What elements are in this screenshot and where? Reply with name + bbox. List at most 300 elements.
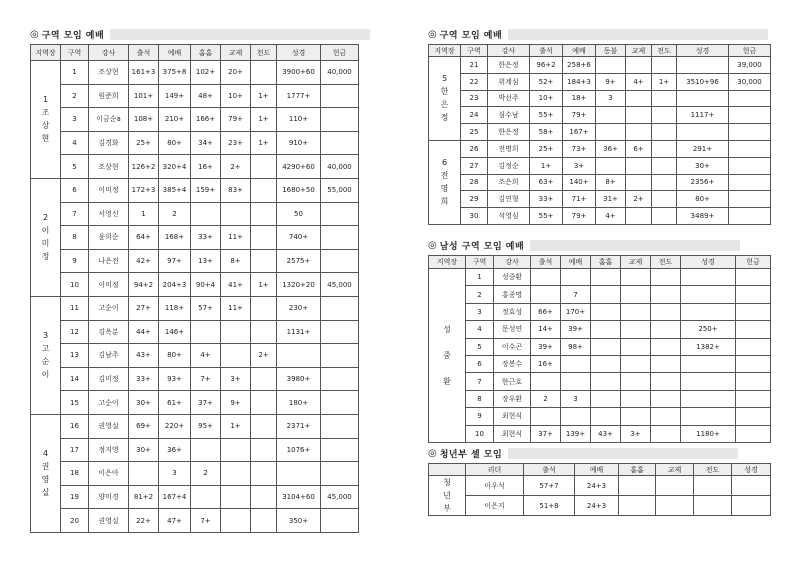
table-cell	[251, 485, 277, 509]
table-cell	[729, 90, 771, 107]
table-cell: 3	[159, 462, 191, 486]
column-header: 강사	[494, 256, 531, 269]
table-cell: 1	[466, 269, 494, 286]
table-cell	[221, 202, 251, 226]
table-cell	[251, 367, 277, 391]
table-cell	[251, 249, 277, 273]
table-cell	[531, 373, 561, 390]
table-cell	[621, 355, 651, 372]
table-cell: 20+	[221, 61, 251, 85]
column-header: 홈홈	[591, 256, 621, 269]
table-row	[429, 496, 771, 516]
table-cell: 23+	[221, 131, 251, 155]
table-cell	[651, 390, 681, 407]
table-cell: 25+	[129, 131, 159, 155]
table-row	[31, 296, 359, 320]
table-cell	[591, 408, 621, 425]
table-cell	[621, 303, 651, 320]
table-row	[429, 303, 771, 320]
table-cell: 230+	[277, 296, 321, 320]
table-cell	[626, 174, 652, 191]
table-cell	[652, 124, 677, 141]
table-row	[31, 131, 359, 155]
table-row	[429, 57, 771, 74]
table-cell: 79+	[563, 208, 596, 225]
section-title	[428, 238, 740, 252]
table-cell: 1180+	[681, 425, 736, 442]
table-cell: 한근호	[494, 373, 531, 390]
table-cell: 2+	[626, 191, 652, 208]
table-cell: 83+	[221, 178, 251, 202]
table-cell: 1680+50	[277, 178, 321, 202]
table-row	[429, 355, 771, 372]
table-cell	[677, 90, 729, 107]
table-cell: 118+	[159, 296, 191, 320]
bullet-icon: ◎	[428, 28, 437, 40]
table-cell: 정지영	[89, 438, 129, 462]
table-cell: 1+	[251, 273, 277, 297]
table-cell: 3+	[221, 367, 251, 391]
table-cell: 8+	[221, 249, 251, 273]
table-cell	[621, 408, 651, 425]
column-header: 전도	[251, 45, 277, 61]
table-cell: 20	[61, 509, 89, 533]
table-cell	[221, 320, 251, 344]
table-cell	[321, 108, 359, 132]
table-cell	[626, 57, 652, 74]
table-cell: 장우환	[494, 390, 531, 407]
table-cell: 42+	[129, 249, 159, 273]
column-header: 홈홈	[191, 45, 221, 61]
table-cell: 8+	[596, 174, 626, 191]
table-row	[429, 174, 771, 191]
table-cell: 16	[61, 414, 89, 438]
table-cell: 원준희	[89, 84, 129, 108]
table-cell: 40,000	[321, 61, 359, 85]
youth-table	[428, 463, 771, 516]
table-cell: 93+	[159, 367, 191, 391]
table-cell: 한은정	[488, 124, 530, 141]
table-cell	[221, 344, 251, 368]
table-cell	[652, 107, 677, 124]
table-cell: 43+	[129, 344, 159, 368]
column-header	[429, 464, 466, 476]
table-cell: 29	[461, 191, 488, 208]
table-cell: 5	[466, 338, 494, 355]
table-cell: 33+	[191, 226, 221, 250]
group-leader-cell: 성 중 환	[429, 269, 466, 443]
table-cell	[591, 303, 621, 320]
table-cell: 전명희	[488, 140, 530, 157]
column-header: 전도	[652, 45, 677, 57]
table-cell	[591, 373, 621, 390]
table-cell	[321, 462, 359, 486]
column-header: 구역	[461, 45, 488, 57]
column-header: 지역장	[429, 256, 466, 269]
table-cell: 조상현	[89, 61, 129, 85]
table-cell: 나은전	[89, 249, 129, 273]
table-row	[31, 485, 359, 509]
table-cell: 94+2	[129, 273, 159, 297]
table-cell: 정효성	[494, 303, 531, 320]
table-cell: 3	[561, 390, 591, 407]
table-cell	[191, 320, 221, 344]
column-header: 성경	[677, 45, 729, 57]
table-cell: 108+	[129, 108, 159, 132]
header-row	[429, 45, 771, 57]
table-cell	[277, 462, 321, 486]
column-header: 성경	[277, 45, 321, 61]
table-cell: 10+	[530, 90, 563, 107]
column-header: 예배	[159, 45, 191, 61]
table-row	[429, 338, 771, 355]
table-cell: 43+	[591, 425, 621, 442]
table-cell	[251, 296, 277, 320]
table-cell: 1+	[221, 414, 251, 438]
table-cell	[561, 355, 591, 372]
table-cell: 25	[461, 124, 488, 141]
table-cell: 2356+	[677, 174, 729, 191]
table-cell: 4	[61, 131, 89, 155]
title-bar	[530, 240, 740, 251]
table-cell	[652, 174, 677, 191]
table-cell	[736, 355, 771, 372]
table-row	[429, 425, 771, 442]
column-header: 성경	[681, 256, 736, 269]
table-cell	[626, 124, 652, 141]
table-cell: 위계심	[488, 73, 530, 90]
table-cell: 41+	[221, 273, 251, 297]
table-cell	[251, 61, 277, 85]
table-row	[31, 178, 359, 202]
table-cell	[736, 408, 771, 425]
table-cell: 126+2	[129, 155, 159, 179]
table-cell	[531, 269, 561, 286]
table-cell	[221, 462, 251, 486]
title-bar	[508, 448, 738, 459]
table-cell: 55,000	[321, 178, 359, 202]
table-cell: 1+	[251, 108, 277, 132]
table-cell	[652, 157, 677, 174]
table-cell	[251, 462, 277, 486]
table-cell: 13	[61, 344, 89, 368]
table-row	[31, 273, 359, 297]
table-cell: 김정순	[488, 157, 530, 174]
table-cell: 146+	[159, 320, 191, 344]
table-cell: 2	[466, 286, 494, 303]
table-cell: 64+	[129, 226, 159, 250]
table-cell: 375+8	[159, 61, 191, 85]
table-cell: 18+	[563, 90, 596, 107]
table-cell: 16+	[531, 355, 561, 372]
table-cell: 385+4	[159, 178, 191, 202]
table-cell: 40,000	[321, 155, 359, 179]
table-cell: 37+	[531, 425, 561, 442]
table-cell	[191, 485, 221, 509]
group-leader-cell: 6 전 명 희	[429, 140, 461, 224]
table-cell: 3104+60	[277, 485, 321, 509]
table-cell	[681, 303, 736, 320]
table-cell	[729, 140, 771, 157]
header-row	[31, 45, 359, 61]
table-cell	[651, 338, 681, 355]
table-cell	[561, 408, 591, 425]
table-cell	[596, 124, 626, 141]
table-cell	[321, 131, 359, 155]
table-cell	[626, 157, 652, 174]
table-cell	[221, 509, 251, 533]
table-cell: 9+	[221, 391, 251, 415]
table-cell: 24+3	[575, 476, 619, 496]
table-cell: 184+3	[563, 73, 596, 90]
section-title	[30, 27, 370, 41]
table-row	[429, 321, 771, 338]
table-cell: 44+	[129, 320, 159, 344]
table-cell	[681, 408, 736, 425]
table-cell: 166+	[191, 108, 221, 132]
table-cell: 3510+96	[677, 73, 729, 90]
table-cell: 3+	[563, 157, 596, 174]
table-cell: 2	[159, 202, 191, 226]
table-cell	[621, 373, 651, 390]
table-cell: 5	[61, 155, 89, 179]
table-cell	[736, 303, 771, 320]
table-cell	[651, 425, 681, 442]
table-cell: 30	[461, 208, 488, 225]
table-cell	[626, 107, 652, 124]
table-cell: 73+	[563, 140, 596, 157]
table-cell: 320+4	[159, 155, 191, 179]
table-cell: 10	[61, 273, 89, 297]
table-cell	[736, 425, 771, 442]
table-cell: 250+	[681, 321, 736, 338]
table-cell: 4	[466, 321, 494, 338]
table-cell	[591, 338, 621, 355]
table-cell	[251, 391, 277, 415]
group-leader-cell: 4 권 영 실	[31, 414, 61, 532]
table-cell: 61+	[159, 391, 191, 415]
table-cell: 24+3	[575, 496, 619, 516]
table-cell	[251, 438, 277, 462]
table-cell: 180+	[277, 391, 321, 415]
column-header: 출석	[531, 256, 561, 269]
table-cell: 1	[129, 202, 159, 226]
section-title-text: 구역 모임 예배	[439, 30, 503, 41]
table-cell: 11+	[221, 226, 251, 250]
table-cell: 80+	[159, 344, 191, 368]
column-header: 전도	[694, 464, 732, 476]
table-cell	[681, 373, 736, 390]
column-header: 홈홈	[619, 464, 656, 476]
table-row	[31, 61, 359, 85]
table-cell: 3900+60	[277, 61, 321, 85]
table-cell	[621, 321, 651, 338]
table-row	[31, 509, 359, 533]
table-cell: 161+3	[129, 61, 159, 85]
table-cell	[651, 321, 681, 338]
table-cell: 110+	[277, 108, 321, 132]
table-cell	[736, 286, 771, 303]
table-cell: 27+	[129, 296, 159, 320]
table-cell: 350+	[277, 509, 321, 533]
table-row	[31, 344, 359, 368]
table-cell	[251, 202, 277, 226]
table-cell: 101+	[129, 84, 159, 108]
table-cell: 51+8	[524, 496, 575, 516]
district-table-2	[428, 44, 771, 225]
table-cell: 문성연	[494, 321, 531, 338]
table-cell	[621, 338, 651, 355]
table-cell	[251, 414, 277, 438]
table-cell: 1+	[251, 84, 277, 108]
table-row	[429, 269, 771, 286]
table-cell: 71+	[563, 191, 596, 208]
table-cell	[736, 338, 771, 355]
table-cell	[321, 391, 359, 415]
column-header: 예배	[561, 256, 591, 269]
table-cell	[681, 355, 736, 372]
table-cell	[191, 202, 221, 226]
table-cell: 167+4	[159, 485, 191, 509]
table-cell: 7+	[191, 509, 221, 533]
table-cell	[221, 438, 251, 462]
table-cell: 37+	[191, 391, 221, 415]
table-cell	[651, 303, 681, 320]
table-cell: 149+	[159, 84, 191, 108]
table-cell	[591, 321, 621, 338]
table-cell: 2	[61, 84, 89, 108]
table-cell: 김옥분	[89, 320, 129, 344]
table-cell	[619, 476, 656, 496]
column-header: 교제	[621, 256, 651, 269]
table-cell: 18	[61, 462, 89, 486]
table-cell: 102+	[191, 61, 221, 85]
table-row	[31, 202, 359, 226]
column-header: 성경	[732, 464, 771, 476]
table-cell: 10+	[221, 84, 251, 108]
table-cell: 63+	[530, 174, 563, 191]
table-cell	[321, 367, 359, 391]
table-cell: 11+	[221, 296, 251, 320]
group-leader-cell: 청 년 부	[429, 476, 466, 516]
table-cell: 1382+	[681, 338, 736, 355]
column-header: 헌금	[729, 45, 771, 57]
table-cell	[321, 414, 359, 438]
table-cell: 서영신	[89, 202, 129, 226]
table-cell	[732, 476, 771, 496]
table-cell	[652, 57, 677, 74]
table-cell: 15	[61, 391, 89, 415]
table-row	[31, 462, 359, 486]
table-cell	[681, 286, 736, 303]
table-cell: 39,000	[729, 57, 771, 74]
table-cell: 3+	[621, 425, 651, 442]
table-cell: 57+	[191, 296, 221, 320]
table-row	[429, 191, 771, 208]
column-header: 전도	[651, 256, 681, 269]
table-cell: 8	[466, 390, 494, 407]
table-cell	[321, 84, 359, 108]
table-cell: 석영심	[488, 208, 530, 225]
table-cell: 이미정	[89, 178, 129, 202]
table-cell	[251, 320, 277, 344]
table-cell: 30+	[129, 438, 159, 462]
table-cell	[251, 178, 277, 202]
table-cell	[651, 355, 681, 372]
table-cell: 심수남	[488, 107, 530, 124]
mens-table	[428, 255, 771, 443]
table-cell: 1320+20	[277, 273, 321, 297]
table-cell	[221, 485, 251, 509]
column-header: 헌금	[321, 45, 359, 61]
table-cell: 1777+	[277, 84, 321, 108]
table-row	[31, 320, 359, 344]
table-cell: 22+	[129, 509, 159, 533]
table-cell	[652, 90, 677, 107]
table-cell: 10	[466, 425, 494, 442]
column-header: 강사	[89, 45, 129, 61]
column-header: 교제	[656, 464, 694, 476]
table-cell: 36+	[159, 438, 191, 462]
table-cell: 조은희	[488, 174, 530, 191]
table-cell	[681, 390, 736, 407]
table-cell: 김연형	[488, 191, 530, 208]
table-cell: 한은정	[488, 57, 530, 74]
header-row	[429, 256, 771, 269]
table-row	[31, 108, 359, 132]
table-cell: 9	[61, 249, 89, 273]
table-cell	[321, 344, 359, 368]
table-cell: 장봉수	[494, 355, 531, 372]
column-header: 예배	[575, 464, 619, 476]
table-cell	[129, 462, 159, 486]
section-title	[428, 446, 738, 460]
table-cell: 19	[61, 485, 89, 509]
table-cell: 16+	[191, 155, 221, 179]
table-cell: 57+7	[524, 476, 575, 496]
table-cell	[694, 496, 732, 516]
column-header: 교제	[626, 45, 652, 57]
table-cell: 7+	[191, 367, 221, 391]
table-row	[429, 208, 771, 225]
table-cell: 96+2	[530, 57, 563, 74]
table-cell	[251, 509, 277, 533]
table-cell: 고순이	[89, 391, 129, 415]
title-bar	[110, 29, 370, 40]
table-cell: 31+	[596, 191, 626, 208]
table-cell: 45,000	[321, 273, 359, 297]
table-cell	[321, 226, 359, 250]
table-cell: 4+	[626, 73, 652, 90]
column-header: 강사	[488, 45, 530, 57]
table-cell	[621, 269, 651, 286]
table-cell: 50	[277, 202, 321, 226]
table-cell	[591, 390, 621, 407]
table-cell: 이수곤	[494, 338, 531, 355]
table-cell: 27	[461, 157, 488, 174]
table-cell: 90+4	[191, 273, 221, 297]
bullet-icon: ◎	[30, 28, 39, 40]
table-cell	[729, 208, 771, 225]
table-cell: 26	[461, 140, 488, 157]
table-cell: 81+2	[129, 485, 159, 509]
table-row	[429, 286, 771, 303]
table-cell: 12	[61, 320, 89, 344]
table-cell: 2	[531, 390, 561, 407]
table-cell: 6+	[626, 140, 652, 157]
table-row	[429, 476, 771, 496]
table-cell	[729, 191, 771, 208]
